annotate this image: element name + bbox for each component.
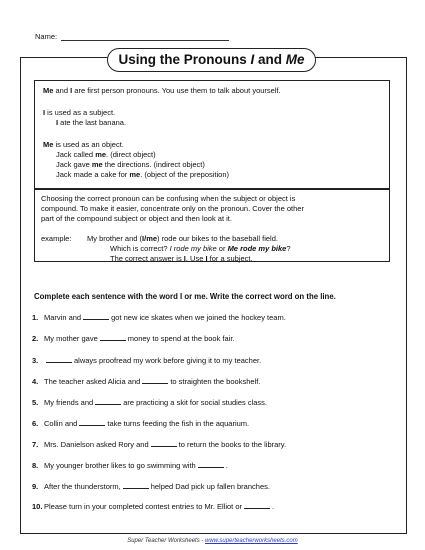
- rules-box: [34, 80, 390, 190]
- question-7: [32, 439, 286, 449]
- name-label: Name:: [35, 32, 58, 41]
- question-text-before: Please turn in your completed contest entries to Mr. Elliot or: [44, 502, 243, 511]
- question-10: [32, 501, 274, 511]
- question-text-after: got new ice skates when we joined the hockey team.: [111, 313, 286, 322]
- question-number: 10.: [32, 502, 43, 511]
- example-sentence: My brother and (I/me) rode our bikes to the baseball field.: [87, 234, 278, 243]
- tip-box: [34, 188, 390, 262]
- answer-blank[interactable]: [46, 355, 72, 363]
- question-text-after: take turns feeding the fish in the aquarium.: [107, 419, 250, 428]
- question-text-before: My younger brother likes to go swimming with: [44, 461, 196, 470]
- answer-blank[interactable]: [79, 418, 105, 426]
- footer: Super Teacher Worksheets - www.superteacherworksheets.com: [127, 538, 298, 544]
- question-1: [32, 312, 286, 322]
- answer-blank[interactable]: [83, 312, 109, 320]
- question-text-after: money to spend at the book fair.: [127, 334, 235, 343]
- question-number: 1.: [32, 313, 39, 322]
- question-number: 9.: [32, 482, 39, 491]
- intro-line: Me and I are first person pronouns. You use them to talk about yourself.: [43, 86, 281, 95]
- object-example-preposition: Jack made a cake for me. (object of the preposition): [56, 170, 230, 179]
- question-9: [32, 481, 270, 491]
- question-2: [32, 333, 235, 343]
- instructions: Complete each sentence with the word I or me. Write the correct word on the line.: [34, 292, 336, 301]
- example-question: Which is correct? I rode my bike or Me rode my bike?: [110, 244, 291, 253]
- question-text-after: helped Dad pick up fallen branches.: [150, 482, 270, 491]
- question-number: 6.: [32, 419, 39, 428]
- answer-blank[interactable]: [151, 439, 177, 447]
- object-example-direct: Jack called me. (direct object): [56, 150, 156, 159]
- question-5: [32, 397, 267, 407]
- answer-blank[interactable]: [244, 501, 270, 509]
- tip-line-1: Choosing the correct pronoun can be confusing when the subject or object is: [41, 194, 296, 203]
- name-field: [35, 32, 229, 41]
- object-rule: Me is used as an object.: [43, 140, 124, 149]
- question-text-before: The teacher asked Alicia and: [44, 377, 141, 386]
- question-number: 2.: [32, 334, 39, 343]
- question-text-after: to return the books to the library.: [178, 440, 287, 449]
- question-number: 8.: [32, 461, 39, 470]
- example-label: example:: [41, 234, 72, 243]
- question-text-after: to straighten the bookshelf.: [170, 377, 261, 386]
- question-text-after: .: [225, 461, 228, 470]
- question-text-before: My friends and: [44, 398, 94, 407]
- question-text-before: After the thunderstorm,: [44, 482, 121, 491]
- name-line[interactable]: [61, 32, 229, 41]
- question-3: [32, 355, 261, 365]
- question-8: [32, 460, 228, 470]
- question-number: 7.: [32, 440, 39, 449]
- question-4: [32, 376, 260, 386]
- answer-blank[interactable]: [142, 376, 168, 384]
- subject-example: I ate the last banana.: [56, 118, 127, 127]
- question-6: [32, 418, 249, 428]
- question-number: 4.: [32, 377, 39, 386]
- question-text-after: are practicing a skit for social studies class.: [123, 398, 268, 407]
- answer-blank[interactable]: [95, 397, 121, 405]
- question-text-after: .: [272, 502, 275, 511]
- answer-blank[interactable]: [100, 333, 126, 341]
- question-number: 3.: [32, 356, 39, 365]
- question-text-before: My mother gave: [44, 334, 98, 343]
- tip-line-2: compound. To make it easier, concentrate only on the pronoun. Cover the other: [41, 204, 304, 213]
- question-text-before: Mrs. Danielson asked Rory and: [44, 440, 149, 449]
- subject-rule: I is used as a subject.: [43, 108, 116, 117]
- answer-blank[interactable]: [123, 481, 149, 489]
- question-text-after: always proofread my work before giving it to my teacher.: [74, 356, 262, 365]
- object-example-indirect: Jack gave me the directions. (indirect object): [56, 160, 205, 169]
- answer-blank[interactable]: [198, 460, 224, 468]
- example-answer: The correct answer is I. Use I for a subject.: [110, 254, 253, 263]
- tip-line-3: part of the compound subject or object and then look at it.: [41, 214, 232, 223]
- question-text-before: Marvin and: [44, 313, 82, 322]
- question-number: 5.: [32, 398, 39, 407]
- question-text-before: Collin and: [44, 419, 78, 428]
- worksheet-title: Using the Pronouns I and Me: [107, 48, 316, 72]
- footer-link[interactable]: www.superteacherworksheets.com: [205, 538, 298, 544]
